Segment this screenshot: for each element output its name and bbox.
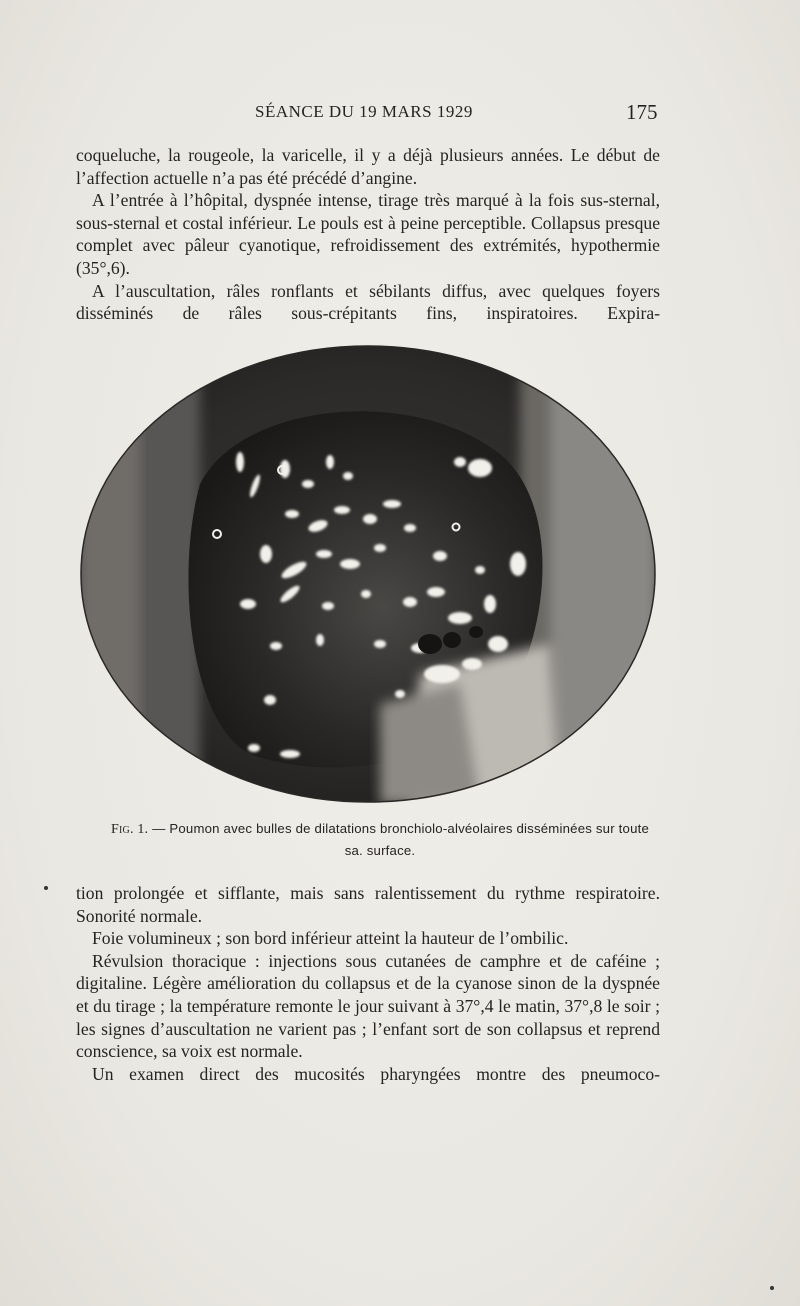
paragraph: Un examen direct des mucosités pharyngées montre des pneumoco- — [92, 1063, 660, 1084]
page-number: 175 — [626, 100, 658, 124]
paragraph: coqueluche, la rougeole, la varicelle, il y a déjà plusieurs années. Le début de l’affection actuelle n’a pas été précédé d’angine. — [76, 145, 660, 188]
body-text-top — [76, 144, 660, 325]
figure-caption — [100, 818, 660, 861]
paragraph: tion prolongée et sifflante, mais sans ralentissement du rythme respiratoire. Sonorité normale. — [76, 883, 660, 926]
lung-photograph — [80, 344, 656, 804]
figure-caption-text: — Poumon avec bulles de dilatations bronchiolo-alvéolaires disséminées sur toute sa. surface. — [152, 821, 649, 858]
body-text-bottom — [76, 882, 660, 1085]
figure-label: Fig. 1. — [111, 822, 149, 837]
paragraph: A l’auscultation, râles ronflants et sébilants diffus, avec quelques foyers disséminés de râles sous-crépitants fins, inspiratoires. Expira- — [76, 280, 660, 324]
paragraph: Foie volumineux ; son bord inférieur atteint la hauteur de l’ombilic. — [92, 928, 569, 949]
running-header — [0, 100, 800, 130]
page-speck — [770, 1286, 774, 1290]
paragraph: A l’entrée à l’hôpital, dyspnée intense, tirage très marqué à la fois sus-sternal, sous-sternal et costal inférieur. Le pouls est à peine perceptible. Collapsus presque complet avec pâleur cyanotique, refroidissement des extrémités, hypothermie (35°,6). — [76, 190, 660, 278]
page-speck — [44, 886, 48, 890]
header-title: SÉANCE DU 19 MARS 1929 — [255, 102, 473, 121]
paragraph: Révulsion thoracique : injections sous cutanées de camphre et de caféine ; digitaline. Légère amélioration du collapsus et de la cyanose sinon de la dyspnée et du tirage ; la température remonte le jour suivant à 37°,4 le matin, 37°,8 le soir ; les signes d’auscultation ne varient pas ; l’enfant sort de son collapsus et reprend conscience, sa voix est normale. — [76, 950, 660, 1062]
